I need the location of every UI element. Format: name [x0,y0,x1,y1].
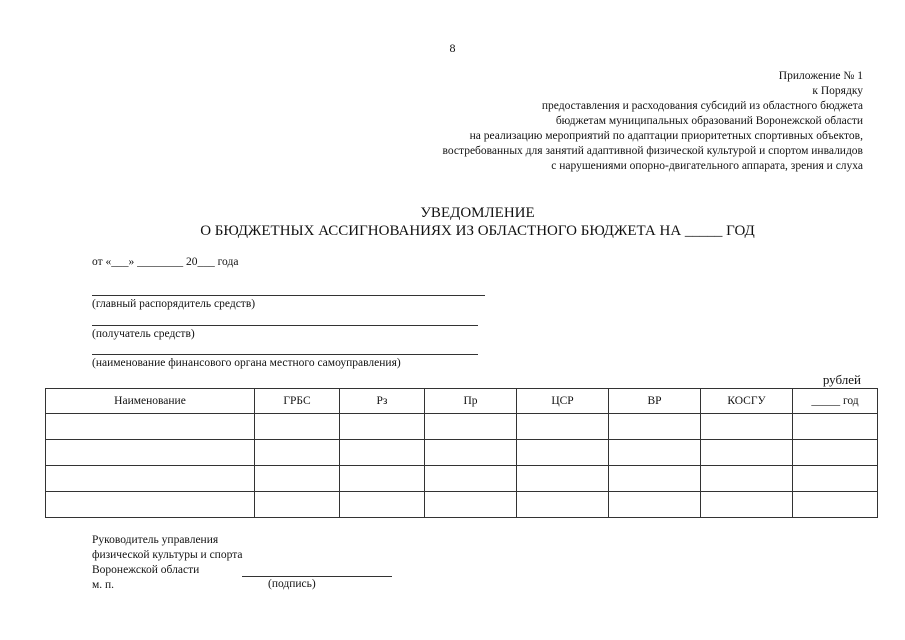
appendix-line: Приложение № 1 [778,70,863,82]
table-cell [793,414,878,440]
appendix-line: на реализацию мероприятий по адаптации приоритетных спортивных объектов, [469,130,863,142]
signatory-line: Руководитель управления [92,534,219,546]
table-cell [255,414,340,440]
budget-allocation-table [45,388,878,518]
recipient-line [92,325,478,326]
appendix-line: к Порядку [812,85,863,97]
currency-unit: рублей [822,372,861,387]
table-cell [255,492,340,518]
column-header-name: Наименование [46,389,255,414]
document-title [0,204,905,240]
table-cell [255,440,340,466]
table-cell [701,492,793,518]
table-row [46,414,878,440]
table-cell [46,440,255,466]
appendix-line: востребованных для занятий адаптивной физической культурой и спортом инвалидов [442,145,863,157]
table-cell [701,466,793,492]
column-header-rz: Рз [340,389,425,414]
table-cell [46,492,255,518]
table-cell [340,466,425,492]
table-row [46,492,878,518]
table-cell [701,440,793,466]
page-number: 8 [449,41,456,55]
table-cell [255,466,340,492]
table-cell [340,440,425,466]
table-cell [609,440,701,466]
table-cell [517,492,609,518]
table-cell [46,414,255,440]
table-cell [46,466,255,492]
recipient-caption: (получатель средств) [92,328,195,340]
appendix-line: бюджетам муниципальных образований Воронежской области [555,115,863,127]
table-cell [517,466,609,492]
table-row [46,440,878,466]
appendix-header [443,69,863,174]
signatory-line: Воронежской области [92,564,200,576]
column-header-pr: Пр [425,389,517,414]
signature-block [92,533,242,593]
table-cell [609,492,701,518]
table-cell [701,414,793,440]
column-header-kosgu: КОСГУ [701,389,793,414]
column-header-year: _____ год [793,389,878,414]
table-cell [609,466,701,492]
appendix-line: с нарушениями опорно-двигательного аппарата, зрения и слуха [551,160,863,172]
stamp-place-label: м. п. [92,579,115,591]
date-line: от «___» ________ 20___ года [92,256,239,268]
table-cell [425,492,517,518]
signature-line [242,576,392,577]
table-cell [793,466,878,492]
finance-body-line [92,354,478,355]
signatory-line: физической культуры и спорта [92,549,243,561]
table-cell [425,440,517,466]
table-cell [793,492,878,518]
title-line-2: О БЮДЖЕТНЫХ АССИГНОВАНИЯХ ИЗ ОБЛАСТНОГО БЮДЖЕТА НА _____ ГОД [200,223,755,239]
finance-body-caption: (наименование финансового органа местного самоуправления) [92,357,401,369]
table-cell [425,466,517,492]
table-cell [517,414,609,440]
table-row [46,466,878,492]
main-manager-line [92,295,485,296]
table-cell [340,414,425,440]
table-cell [609,414,701,440]
table-header-row [46,389,878,414]
table-cell [793,440,878,466]
table-cell [517,440,609,466]
main-manager-caption: (главный распорядитель средств) [92,298,256,310]
title-line-1: УВЕДОМЛЕНИЕ [420,205,535,221]
column-header-csr: ЦСР [517,389,609,414]
column-header-vr: ВР [609,389,701,414]
column-header-grbs: ГРБС [255,389,340,414]
appendix-line: предоставления и расходования субсидий из областного бюджета [541,100,863,112]
table-cell [340,492,425,518]
signature-label: (подпись) [268,578,316,590]
table-cell [425,414,517,440]
